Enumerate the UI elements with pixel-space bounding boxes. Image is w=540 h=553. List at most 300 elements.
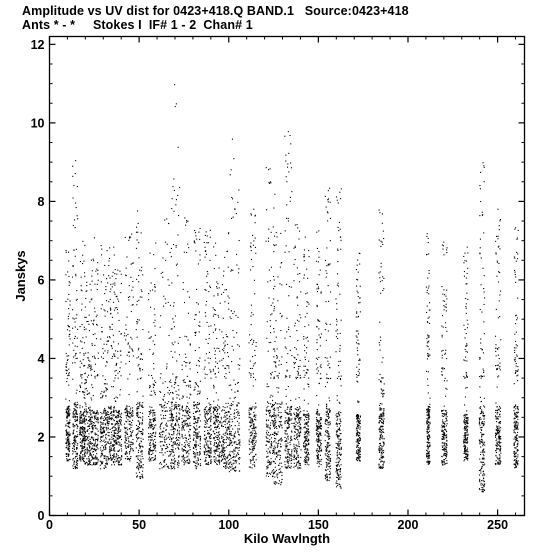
data-point	[317, 439, 318, 440]
data-point	[297, 417, 298, 418]
data-point	[187, 418, 188, 419]
data-point	[195, 382, 196, 383]
data-point	[87, 423, 88, 424]
data-point	[229, 411, 230, 412]
data-point	[268, 403, 269, 404]
data-point	[151, 424, 152, 425]
data-point	[79, 385, 80, 386]
data-point	[250, 269, 251, 270]
data-point	[138, 223, 139, 224]
data-point	[286, 438, 287, 439]
data-point	[136, 435, 137, 436]
data-point	[216, 281, 217, 282]
data-point	[197, 432, 198, 433]
data-point	[297, 274, 298, 275]
data-point	[205, 247, 206, 248]
data-point	[169, 444, 170, 445]
data-point	[137, 239, 138, 240]
data-point	[273, 310, 274, 311]
data-point	[298, 422, 299, 423]
data-point	[215, 451, 216, 452]
data-point	[170, 305, 171, 306]
data-point	[291, 455, 292, 456]
data-point	[88, 408, 89, 409]
data-point	[175, 424, 176, 425]
data-point	[297, 462, 298, 463]
data-point	[130, 237, 131, 238]
data-point	[308, 454, 309, 455]
data-point	[207, 464, 208, 465]
data-point	[279, 406, 280, 407]
data-point	[222, 441, 223, 442]
data-point	[295, 399, 296, 400]
data-point	[68, 318, 69, 319]
data-point	[164, 220, 165, 221]
data-point	[105, 423, 106, 424]
data-point	[237, 431, 238, 432]
data-point	[198, 418, 199, 419]
data-point	[169, 390, 170, 391]
data-point	[67, 359, 68, 360]
data-point	[287, 433, 288, 434]
data-point	[82, 450, 83, 451]
data-point	[153, 368, 154, 369]
data-point	[317, 349, 318, 350]
data-point	[84, 409, 85, 410]
data-point	[296, 377, 297, 378]
data-point	[162, 431, 163, 432]
data-point	[137, 462, 138, 463]
data-point	[105, 316, 106, 317]
data-point	[138, 408, 139, 409]
data-point	[150, 459, 151, 460]
data-point	[74, 435, 75, 436]
data-point	[221, 461, 222, 462]
data-point	[161, 273, 162, 274]
data-point	[92, 343, 93, 344]
data-point	[189, 297, 190, 298]
data-point	[271, 441, 272, 442]
data-point	[95, 413, 96, 414]
data-point	[223, 466, 224, 467]
data-point	[255, 415, 256, 416]
data-point	[125, 453, 126, 454]
data-point	[109, 421, 110, 422]
data-point	[121, 413, 122, 414]
data-point	[141, 377, 142, 378]
data-point	[174, 458, 175, 459]
data-point	[303, 446, 304, 447]
data-point	[190, 425, 191, 426]
data-point	[230, 442, 231, 443]
data-point	[184, 464, 185, 465]
data-point	[77, 443, 78, 444]
data-point	[96, 446, 97, 447]
data-point	[82, 426, 83, 427]
data-point	[306, 438, 307, 439]
data-point	[91, 426, 92, 427]
data-point	[222, 450, 223, 451]
data-point	[237, 202, 238, 203]
data-point	[177, 421, 178, 422]
data-point	[270, 434, 271, 435]
data-point	[250, 246, 251, 247]
data-point	[73, 426, 74, 427]
data-point	[320, 434, 321, 435]
data-point	[290, 438, 291, 439]
data-point	[129, 453, 130, 454]
data-point	[219, 434, 220, 435]
data-point	[289, 411, 290, 412]
data-point	[305, 458, 306, 459]
data-point	[294, 414, 295, 415]
data-point	[92, 356, 93, 357]
data-point	[267, 430, 268, 431]
data-point	[141, 466, 142, 467]
data-point	[188, 453, 189, 454]
data-point	[100, 417, 101, 418]
data-point	[217, 293, 218, 294]
data-point	[277, 403, 278, 404]
data-point	[223, 421, 224, 422]
data-point	[79, 457, 80, 458]
data-point	[280, 404, 281, 405]
data-point	[114, 436, 115, 437]
data-point	[278, 483, 279, 484]
data-point	[288, 461, 289, 462]
data-point	[305, 436, 306, 437]
data-point	[112, 286, 113, 287]
data-point	[100, 465, 101, 466]
data-point	[119, 442, 120, 443]
data-point	[250, 461, 251, 462]
data-point	[96, 413, 97, 414]
data-point	[142, 416, 143, 417]
data-point	[233, 463, 234, 464]
data-point	[236, 462, 237, 463]
data-point	[215, 314, 216, 315]
data-point	[256, 436, 257, 437]
data-point	[90, 284, 91, 285]
data-point	[235, 432, 236, 433]
data-point	[137, 337, 138, 338]
data-point	[170, 392, 171, 393]
data-point	[101, 249, 102, 250]
data-point	[289, 251, 290, 252]
data-point	[270, 452, 271, 453]
data-point	[307, 464, 308, 465]
data-point	[154, 380, 155, 381]
data-point	[77, 414, 78, 415]
data-point	[226, 439, 227, 440]
data-point	[308, 464, 309, 465]
data-point	[295, 362, 296, 363]
data-point	[110, 310, 111, 311]
data-point	[204, 242, 205, 243]
data-point	[194, 389, 195, 390]
data-point	[104, 458, 105, 459]
data-point	[223, 337, 224, 338]
data-point	[306, 415, 307, 416]
data-point	[177, 430, 178, 431]
data-point	[182, 434, 183, 435]
data-point	[267, 384, 268, 385]
data-point	[130, 449, 131, 450]
data-point	[178, 385, 179, 386]
data-point	[205, 378, 206, 379]
data-point	[239, 415, 240, 416]
data-point	[308, 250, 309, 251]
data-point	[280, 484, 281, 485]
data-point	[250, 414, 251, 415]
data-point	[118, 301, 119, 302]
data-point	[277, 300, 278, 301]
data-point	[199, 331, 200, 332]
data-point	[228, 232, 229, 233]
data-point	[67, 408, 68, 409]
data-point	[171, 408, 172, 409]
data-point	[84, 436, 85, 437]
data-point	[85, 431, 86, 432]
data-point	[197, 404, 198, 405]
data-point	[280, 457, 281, 458]
data-point	[165, 410, 166, 411]
data-point	[217, 427, 218, 428]
data-point	[102, 413, 103, 414]
data-point	[308, 378, 309, 379]
data-point	[295, 424, 296, 425]
data-point	[318, 424, 319, 425]
data-point	[285, 252, 286, 253]
data-point	[70, 301, 71, 302]
data-point	[316, 358, 317, 359]
data-point	[210, 260, 211, 261]
data-point	[95, 449, 96, 450]
data-point	[104, 465, 105, 466]
data-point	[230, 174, 231, 175]
data-point	[200, 438, 201, 439]
data-point	[84, 446, 85, 447]
data-point	[204, 411, 205, 412]
data-point	[143, 458, 144, 459]
data-point	[155, 433, 156, 434]
data-point	[84, 365, 85, 366]
data-point	[84, 450, 85, 451]
data-point	[174, 211, 175, 212]
data-point	[215, 440, 216, 441]
data-point	[133, 297, 134, 298]
data-point	[300, 419, 301, 420]
data-point	[304, 432, 305, 433]
data-point	[252, 406, 253, 407]
data-point	[166, 438, 167, 439]
data-point	[300, 360, 301, 361]
data-point	[159, 391, 160, 392]
data-point	[269, 269, 270, 270]
data-point	[115, 350, 116, 351]
data-point	[207, 398, 208, 399]
data-point	[294, 363, 295, 364]
data-point	[153, 390, 154, 391]
data-point	[179, 337, 180, 338]
data-point	[148, 427, 149, 428]
data-point	[113, 450, 114, 451]
data-point	[159, 426, 160, 427]
data-point	[297, 429, 298, 430]
data-point	[268, 386, 269, 387]
data-point	[121, 334, 122, 335]
data-point	[218, 443, 219, 444]
data-point	[254, 419, 255, 420]
data-point	[108, 414, 109, 415]
data-point	[214, 438, 215, 439]
data-point	[77, 419, 78, 420]
data-point	[133, 304, 134, 305]
data-point	[172, 318, 173, 319]
data-point	[269, 435, 270, 436]
data-point	[280, 471, 281, 472]
data-point	[296, 437, 297, 438]
data-point	[225, 416, 226, 417]
data-point	[120, 389, 121, 390]
data-point	[320, 373, 321, 374]
data-point	[175, 382, 176, 383]
data-point	[273, 251, 274, 252]
data-point	[129, 411, 130, 412]
data-point	[320, 426, 321, 427]
data-point	[208, 358, 209, 359]
data-point	[91, 432, 92, 433]
data-point	[163, 445, 164, 446]
data-point	[216, 429, 217, 430]
data-point	[317, 412, 318, 413]
data-point	[101, 391, 102, 392]
data-point	[227, 365, 228, 366]
data-point	[171, 434, 172, 435]
data-point	[286, 181, 287, 182]
data-point	[238, 413, 239, 414]
data-point	[271, 374, 272, 375]
data-point	[274, 308, 275, 309]
data-point	[290, 197, 291, 198]
data-point	[118, 429, 119, 430]
data-point	[287, 167, 288, 168]
data-point	[129, 424, 130, 425]
data-point	[266, 475, 267, 476]
data-point	[130, 456, 131, 457]
data-point	[294, 431, 295, 432]
data-point	[83, 353, 84, 354]
data-point	[307, 369, 308, 370]
data-point	[95, 434, 96, 435]
data-point	[300, 465, 301, 466]
data-point	[176, 394, 177, 395]
data-point	[96, 419, 97, 420]
data-point	[66, 418, 67, 419]
data-point	[128, 436, 129, 437]
data-point	[174, 455, 175, 456]
data-point	[254, 462, 255, 463]
data-point	[153, 341, 154, 342]
data-point	[171, 449, 172, 450]
data-point	[218, 317, 219, 318]
data-point	[290, 467, 291, 468]
data-point	[93, 440, 94, 441]
data-point	[97, 374, 98, 375]
data-point	[270, 397, 271, 398]
data-point	[91, 398, 92, 399]
data-point	[226, 464, 227, 465]
data-point	[115, 457, 116, 458]
data-point	[121, 456, 122, 457]
data-point	[217, 283, 218, 284]
data-point	[277, 348, 278, 349]
data-point	[148, 299, 149, 300]
data-point	[98, 438, 99, 439]
data-point	[300, 468, 301, 469]
data-point	[142, 274, 143, 275]
data-point	[307, 337, 308, 338]
data-point	[219, 407, 220, 408]
data-point	[299, 314, 300, 315]
data-point	[77, 445, 78, 446]
data-point	[231, 218, 232, 219]
data-point	[75, 322, 76, 323]
data-point	[77, 402, 78, 403]
data-point	[200, 392, 201, 393]
data-point	[206, 411, 207, 412]
data-point	[215, 310, 216, 311]
data-point	[97, 440, 98, 441]
data-point	[178, 234, 179, 235]
data-point	[297, 423, 298, 424]
data-point	[103, 420, 104, 421]
data-point	[269, 461, 270, 462]
data-point	[223, 442, 224, 443]
data-point	[300, 317, 301, 318]
data-point	[210, 436, 211, 437]
data-point	[217, 455, 218, 456]
data-point	[307, 441, 308, 442]
data-point	[207, 271, 208, 272]
data-point	[268, 351, 269, 352]
data-point	[298, 430, 299, 431]
data-point	[268, 238, 269, 239]
data-point	[83, 427, 84, 428]
data-point	[294, 446, 295, 447]
data-point	[88, 436, 89, 437]
data-point	[85, 404, 86, 405]
data-point	[317, 284, 318, 285]
data-point	[239, 470, 240, 471]
data-point	[293, 448, 294, 449]
data-point	[208, 434, 209, 435]
data-point	[234, 418, 235, 419]
data-point	[106, 456, 107, 457]
data-point	[117, 313, 118, 314]
data-point	[86, 411, 87, 412]
data-point	[318, 422, 319, 423]
data-point	[170, 382, 171, 383]
data-point	[69, 415, 70, 416]
data-point	[253, 423, 254, 424]
data-point	[136, 304, 137, 305]
data-point	[296, 421, 297, 422]
data-point	[184, 415, 185, 416]
data-point	[118, 464, 119, 465]
data-point	[74, 462, 75, 463]
data-point	[172, 468, 173, 469]
